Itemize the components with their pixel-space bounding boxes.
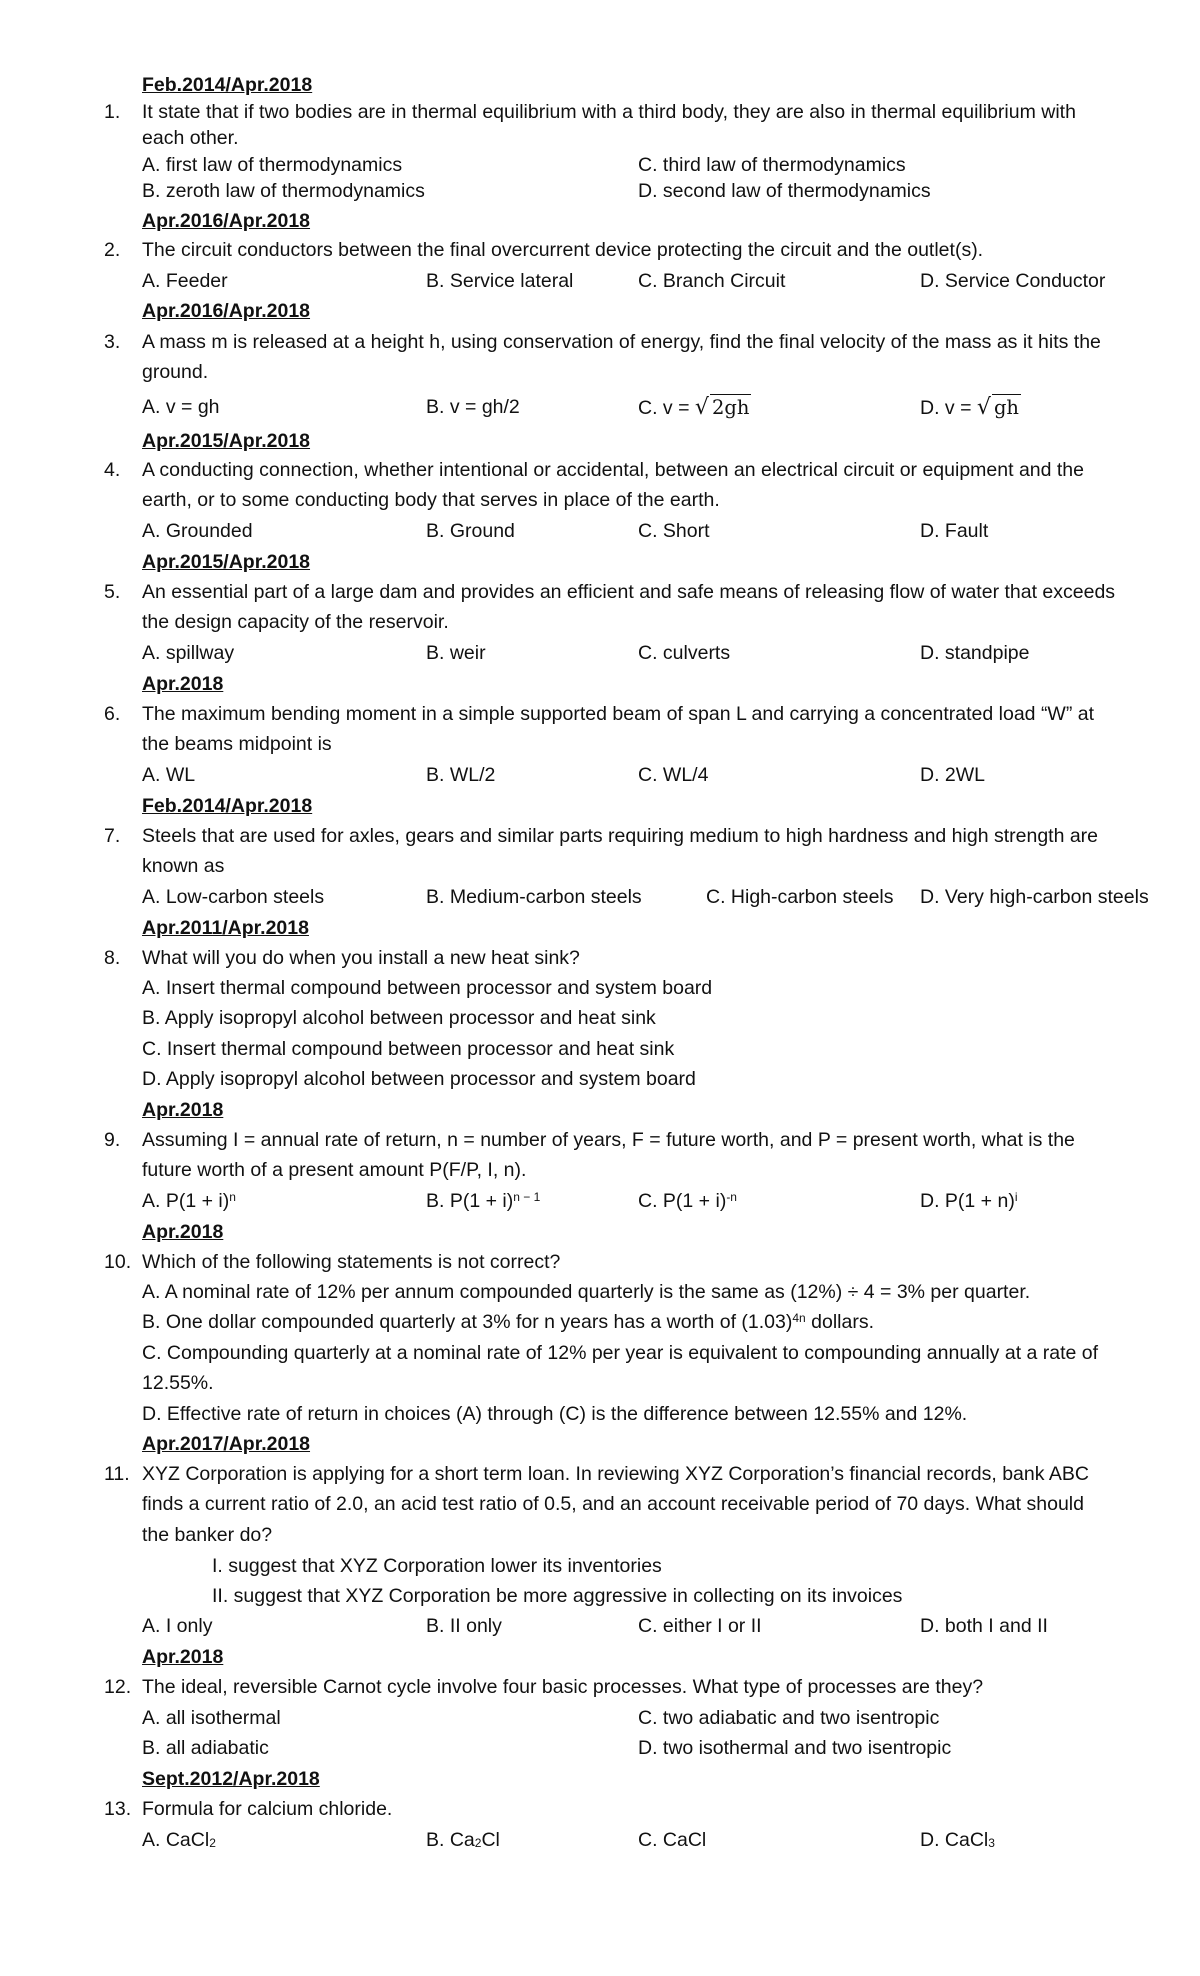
question-12-option-d: D. two isothermal and two isentropic <box>638 1737 952 1759</box>
question-4-option-c: C. Short <box>638 520 710 542</box>
question-9-option-c: C. $P(1 + i)^{-n}$ <box>638 1190 737 1212</box>
question-10-option-c-line-2: 12.55%. <box>142 1372 214 1394</box>
question-5-option-c: C. culverts <box>638 642 731 664</box>
question-7-option-a: A. Low-carbon steels <box>142 886 325 908</box>
question-4-stem-line-2: earth, or to some conducting body that serves in place of the earth. <box>142 489 720 511</box>
question-13-option-b: B. $Ca_2Cl$ <box>426 1829 500 1851</box>
question-11-option-d: D. both I and II <box>920 1615 1048 1637</box>
question-5-option-d: D. standpipe <box>920 642 1030 664</box>
exponent-c: -n <box>726 1190 737 1204</box>
question-3-option-d: D. v = √ gh <box>920 395 1019 420</box>
question-10-option-c-line-1: C. Compounding quarterly at a nominal rate of 12% per year is equivalent to compounding annually at a rate of <box>142 1342 1099 1364</box>
question-1-option-d: D. second law of thermodynamics <box>638 180 931 202</box>
question-3-number: 3. <box>104 331 121 353</box>
question-12-number: 12. <box>104 1676 132 1698</box>
radicand-gh: gh <box>993 396 1019 419</box>
question-4-number: 4. <box>104 459 121 481</box>
subscript-a: 2 <box>209 1836 216 1850</box>
question-9-stem-line-1: Assuming I = annual rate of return, n = number of years, F = future worth, and P = present worth, what is the <box>142 1129 1075 1151</box>
question-11-number: 11. <box>104 1463 130 1485</box>
question-1-option-c: C. third law of thermodynamics <box>638 154 906 176</box>
question-6-option-a: A. WL <box>142 764 196 786</box>
question-9-tag: Apr.2018 <box>142 1099 224 1121</box>
subscript-b: 2 <box>474 1836 482 1850</box>
question-1-option-b: B. zeroth law of thermodynamics <box>142 180 425 202</box>
question-6-number: 6. <box>104 703 121 725</box>
question-10-tag: Apr.2018 <box>142 1221 224 1243</box>
exponent-a: n <box>229 1190 236 1204</box>
question-12-tag: Apr.2018 <box>142 1646 224 1668</box>
question-9-option-b: B. $P(1 + i)^{n - 1}$ <box>426 1190 541 1212</box>
question-12-stem-line-1: The ideal, reversible Carnot cycle involve four basic processes. What type of processes are they? <box>142 1676 984 1698</box>
question-7-tag: Feb.2014/Apr.2018 <box>142 795 313 817</box>
question-11-option-b: B. II only <box>426 1615 502 1637</box>
question-6-tag: Apr.2018 <box>142 673 224 695</box>
question-2-option-d: D. Service Conductor <box>920 270 1106 292</box>
question-13-stem-line-1: Formula for calcium chloride. <box>142 1798 393 1820</box>
question-7-option-d: D. Very high-carbon steels <box>920 886 1149 908</box>
question-10-option-d: D. Effective rate of return in choices (A) through (C) is the difference between 12.55% and 12%. <box>142 1403 968 1425</box>
question-12-option-a: A. all isothermal <box>142 1707 281 1729</box>
radicand-2gh: 2gh <box>711 396 750 419</box>
exponent-b: n − 1 <box>513 1190 541 1204</box>
question-1-number: 1. <box>104 101 121 123</box>
question-11-stem-line-3: the banker do? <box>142 1524 273 1546</box>
question-8-option-a: A. Insert thermal compound between processor and system board <box>142 977 713 999</box>
question-13-number: 13. <box>104 1798 132 1820</box>
question-2-option-a: A. Feeder <box>142 270 228 292</box>
question-13-option-a: A. CaCl$_2$ <box>142 1829 216 1851</box>
question-11-subitem-2: II. suggest that XYZ Corporation be more aggressive in collecting on its invoices <box>212 1585 903 1607</box>
question-8-stem-line-1: What will you do when you install a new heat sink? <box>142 947 580 969</box>
question-10-option-b: B. One dollar compounded quarterly at 3% for n years has a worth of $(1.03)^{4n}$ dollars. <box>142 1311 874 1333</box>
question-2-option-b: B. Service lateral <box>426 270 574 292</box>
question-9-option-d: D. $P(1 + n)^i$ <box>920 1190 1018 1212</box>
subscript-d: 3 <box>988 1836 995 1850</box>
question-9-option-a: A. $P(1 + i)^n$ <box>142 1190 236 1212</box>
question-7-number: 7. <box>104 825 121 847</box>
question-4-option-d: D. Fault <box>920 520 989 542</box>
question-6-option-b: B. WL/2 <box>426 764 496 786</box>
exponent-d: i <box>1014 1190 1018 1204</box>
question-12-option-b: B. all adiabatic <box>142 1737 269 1759</box>
question-1-tag: Feb.2014/Apr.2018 <box>142 74 313 96</box>
question-10-stem-line-1: Which of the following statements is not correct? <box>142 1251 561 1273</box>
question-4-option-b: B. Ground <box>426 520 515 542</box>
question-2-stem-line-1: The circuit conductors between the final overcurrent device protecting the circuit and the outlet(s). <box>142 239 984 261</box>
question-7-stem-line-1: Steels that are used for axles, gears and similar parts requiring medium to high hardness and high strength are <box>142 825 1099 847</box>
question-11-option-a: A. I only <box>142 1615 213 1637</box>
question-2-option-c: C. Branch Circuit <box>638 270 786 292</box>
question-9-stem-line-2: future worth of a present amount P(F/P, I, n). <box>142 1159 527 1181</box>
question-2-number: 2. <box>104 239 121 261</box>
question-5-stem-line-2: the design capacity of the reservoir. <box>142 611 449 633</box>
question-11-subitem-1: I. suggest that XYZ Corporation lower its inventories <box>212 1555 662 1577</box>
question-5-stem-line-1: An essential part of a large dam and provides an efficient and safe means of releasing flow of water that exceeds <box>142 581 1116 603</box>
question-4-stem-line-1: A conducting connection, whether intentional or accidental, between an electrical circuit or equipment and the <box>142 459 1084 481</box>
question-8-option-d: D. Apply isopropyl alcohol between processor and system board <box>142 1068 696 1090</box>
exponent-4n: 4n <box>792 1311 806 1325</box>
question-11-stem-line-1: XYZ Corporation is applying for a short term loan. In reviewing XYZ Corporation’s financial records, bank ABC <box>142 1463 1089 1485</box>
question-8-option-b: B. Apply isopropyl alcohol between processor and heat sink <box>142 1007 656 1029</box>
question-1-option-a: A. first law of thermodynamics <box>142 154 403 176</box>
question-6-stem-line-1: The maximum bending moment in a simple supported beam of span L and carrying a concentrated load “W” at <box>142 703 1095 725</box>
question-5-tag: Apr.2015/Apr.2018 <box>142 551 311 573</box>
question-10-option-a: A. A nominal rate of 12% per annum compounded quarterly is the same as (12%) ÷ 4 = 3% per quarter. <box>142 1281 1031 1303</box>
question-13-tag: Sept.2012/Apr.2018 <box>142 1768 320 1790</box>
question-12-option-c: C. two adiabatic and two isentropic <box>638 1707 940 1729</box>
question-11-tag: Apr.2017/Apr.2018 <box>142 1433 311 1455</box>
question-7-option-b: B. Medium-carbon steels <box>426 886 642 908</box>
question-5-number: 5. <box>104 581 121 603</box>
question-1-stem-line-1: It state that if two bodies are in thermal equilibrium with a third body, they are also in thermal equilibrium with <box>142 101 1076 123</box>
question-1-stem-line-2: each other. <box>142 127 239 149</box>
question-3-stem-line-1: A mass m is released at a height h, using conservation of energy, find the final velocity of the mass as it hits the <box>142 331 1101 353</box>
question-11-option-c: C. either I or II <box>638 1615 762 1637</box>
question-2-tag: Apr.2016/Apr.2018 <box>142 210 311 232</box>
question-8-tag: Apr.2011/Apr.2018 <box>142 917 309 939</box>
question-6-option-c: C. WL/4 <box>638 764 709 786</box>
question-8-option-c: C. Insert thermal compound between processor and heat sink <box>142 1038 675 1060</box>
question-4-tag: Apr.2015/Apr.2018 <box>142 430 311 452</box>
question-9-number: 9. <box>104 1129 121 1151</box>
question-13-option-d: D. CaCl$_3$ <box>920 1829 995 1851</box>
question-3-stem-line-2: ground. <box>142 361 209 383</box>
question-7-option-c: C. High-carbon steels <box>706 886 894 908</box>
question-6-option-d: D. 2WL <box>920 764 986 786</box>
question-7-stem-line-2: known as <box>142 855 225 877</box>
question-6-stem-line-2: the beams midpoint is <box>142 733 332 755</box>
question-3-option-a: A. v = gh <box>142 396 220 418</box>
question-4-option-a: A. Grounded <box>142 520 253 542</box>
question-5-option-b: B. weir <box>426 642 486 664</box>
question-11-stem-line-2: finds a current ratio of 2.0, an acid test ratio of 0.5, and an account receivable period of 70 days. What should <box>142 1493 1084 1515</box>
question-5-option-a: A. spillway <box>142 642 235 664</box>
question-13-option-c: C. CaCl <box>638 1829 707 1851</box>
question-3-option-b: B. v = gh/2 <box>426 396 520 418</box>
question-3-option-c: C. v = √ 2gh <box>638 395 750 420</box>
question-10-number: 10. <box>104 1251 132 1273</box>
question-8-number: 8. <box>104 947 121 969</box>
question-3-tag: Apr.2016/Apr.2018 <box>142 300 311 322</box>
